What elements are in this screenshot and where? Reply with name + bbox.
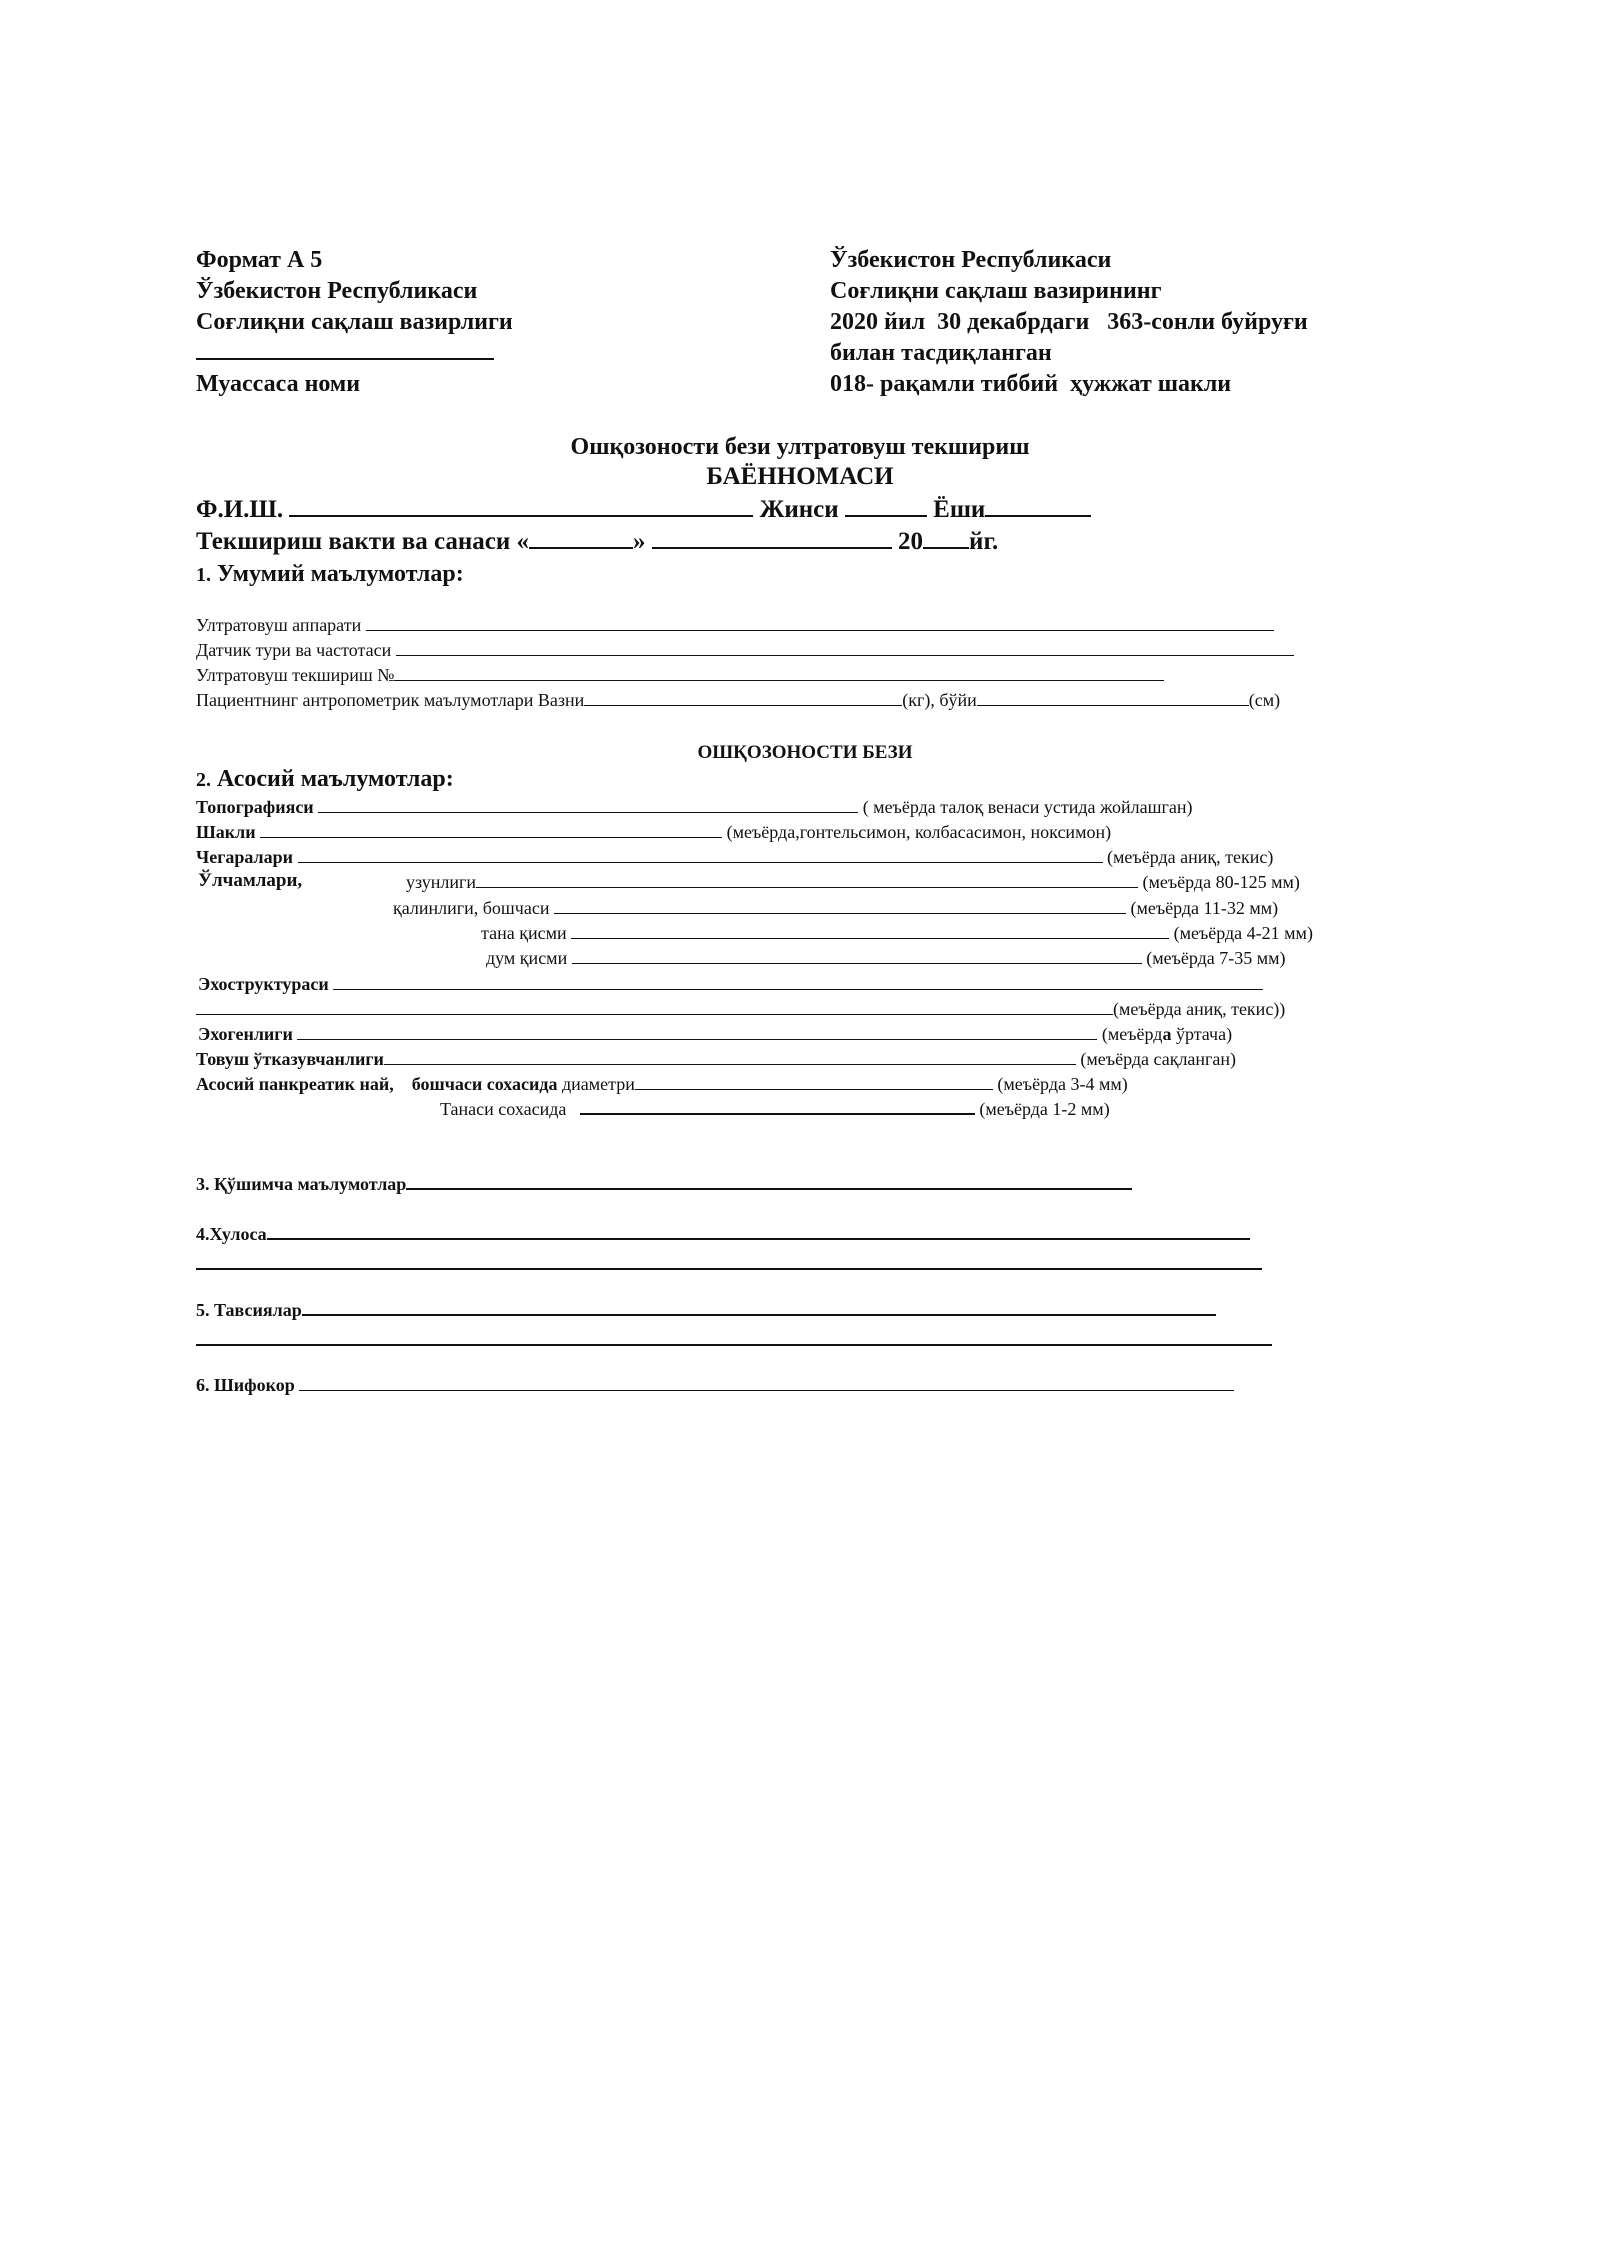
echostructure-norm: (меъёрда аниқ, текис)) xyxy=(1113,999,1286,1019)
borders-field[interactable] xyxy=(298,862,1103,863)
echogenicity-norm xyxy=(1102,1024,1232,1044)
duct-body-row xyxy=(440,1099,1110,1120)
month-field[interactable] xyxy=(652,547,892,549)
head-label: қалинлиги, бошчаси xyxy=(393,898,550,918)
head-field[interactable] xyxy=(554,913,1126,914)
device-label: Ултратовуш аппарати xyxy=(196,615,362,635)
header-left xyxy=(196,245,513,400)
body-norm: (меъёрда 4-21 мм) xyxy=(1173,923,1313,943)
republic-label: Ўзбекистон Республикаси xyxy=(196,278,478,304)
exam-number-label: Ултратовуш текшириш № xyxy=(196,665,395,685)
length-field[interactable] xyxy=(476,887,1138,888)
tail-row xyxy=(486,948,1286,969)
fio-field[interactable] xyxy=(289,515,753,517)
shape-row xyxy=(196,822,1111,843)
head-norm: (меъёрда 11-32 мм) xyxy=(1130,898,1279,918)
tail-norm: (меъёрда 7-35 мм) xyxy=(1146,948,1286,968)
additional-label: 3. Қўшимча маълумотлар xyxy=(196,1174,407,1194)
echostructure-field[interactable] xyxy=(333,989,1263,990)
weight-field[interactable] xyxy=(584,705,902,706)
date-close: » xyxy=(633,528,646,555)
year-suffix: йг. xyxy=(969,528,999,555)
duct-head-label: бошчаси сохасида xyxy=(411,1074,558,1094)
title-line-2: БАЁННОМАСИ xyxy=(706,463,894,490)
institution-label: Муассаса номи xyxy=(196,371,361,397)
sensor-label: Датчик тури ва частотаси xyxy=(196,640,392,660)
section-2-heading: 2. Асосий маълумотлар: xyxy=(196,766,454,792)
echogenicity-label: Эхогенлиги xyxy=(198,1024,293,1044)
topography-label: Топографияси xyxy=(196,797,314,817)
echostructure-field-2[interactable] xyxy=(196,1014,1113,1015)
additional-row xyxy=(196,1174,1132,1195)
section-1-heading: 1. Умумий маълумотлар: xyxy=(196,561,464,587)
duct-norm: (меъёрда 3-4 мм) xyxy=(997,1074,1128,1094)
form-number: 018- рақамли тиббий ҳужжат шакли xyxy=(830,371,1232,397)
sound-label: Товуш ўтказувчанлиги xyxy=(196,1049,384,1069)
day-field[interactable] xyxy=(529,547,633,549)
sound-row xyxy=(196,1049,1236,1070)
shape-norm: (меъёрда,гонтельсимон, колбасасимон, ноксимон) xyxy=(726,822,1112,842)
approval-order: 2020 йил 30 декабрдаги 363-сонли буйруғи xyxy=(830,309,1308,335)
recommendations-row xyxy=(196,1300,1216,1321)
length-row xyxy=(406,872,1300,893)
duct-diameter-label: диаметри xyxy=(562,1074,635,1094)
echogenicity-norm-post: ўртача) xyxy=(1171,1024,1233,1044)
title-line-1: Ошқозоности бези ултратовуш текшириш xyxy=(570,434,1030,460)
recommendations-label: 5. Тавсиялар xyxy=(196,1300,302,1320)
echogenicity-field[interactable] xyxy=(297,1039,1097,1040)
sex-label: Жинси xyxy=(759,496,839,523)
duct-head-field[interactable] xyxy=(635,1089,993,1090)
conclusion-row xyxy=(196,1224,1250,1245)
tail-label: дум қисми xyxy=(486,948,568,968)
section-2-number: 2. xyxy=(196,769,211,791)
exam-date-line xyxy=(196,528,998,556)
dimensions-label: Ўлчамлари, xyxy=(198,870,303,891)
sex-field[interactable] xyxy=(845,515,927,517)
conclusion-field[interactable] xyxy=(267,1238,1250,1240)
format-label: Формат А 5 xyxy=(196,247,323,273)
borders-row xyxy=(196,847,1273,868)
sound-field[interactable] xyxy=(384,1064,1076,1065)
conclusion-line-2[interactable] xyxy=(196,1268,1262,1270)
fio-label: Ф.И.Ш. xyxy=(196,496,284,523)
date-label: Текшириш вакти ва санаси « xyxy=(196,528,530,555)
recommendations-field[interactable] xyxy=(302,1314,1216,1316)
doctor-field[interactable] xyxy=(299,1390,1234,1391)
exam-number-field[interactable] xyxy=(394,680,1164,681)
section-2-title: Асосий маълумотлар xyxy=(217,766,446,792)
length-norm: (меъёрда 80-125 мм) xyxy=(1142,872,1300,892)
conclusion-label: 4.Хулоса xyxy=(196,1224,267,1244)
weight-label: Пациентнинг антропометрик маълумотлари Вазни xyxy=(196,690,585,710)
topography-row xyxy=(196,797,1192,818)
patient-line xyxy=(196,496,1091,524)
sensor-field[interactable] xyxy=(396,655,1294,656)
cm-unit: (см) xyxy=(1248,690,1281,710)
section-1-number: 1. xyxy=(196,564,211,586)
shape-label: Шакли xyxy=(196,822,256,842)
duct-body-norm: (меъёрда 1-2 мм) xyxy=(979,1099,1110,1119)
body-field[interactable] xyxy=(571,938,1169,939)
body-label: тана қисми xyxy=(481,923,567,943)
height-label: (кг), бўйи xyxy=(902,690,977,710)
institution-name-line[interactable] xyxy=(196,338,513,369)
sensor-row xyxy=(196,640,1294,661)
echostructure-label: Эхоструктураси xyxy=(198,974,329,994)
device-row xyxy=(196,615,1274,636)
echogenicity-norm-pre: (меъёрд xyxy=(1101,1024,1163,1044)
sound-norm: (меъёрда сақланган) xyxy=(1080,1049,1237,1069)
shape-field[interactable] xyxy=(260,837,722,838)
ministry-label: Соғлиқни сақлаш вазирлиги xyxy=(196,309,513,335)
approval-approved: билан тасдиқланган xyxy=(830,340,1052,366)
header-right xyxy=(830,245,1308,400)
echogenicity-row xyxy=(198,1024,1232,1045)
organ-title: ОШҚОЗОНОСТИ БЕЗИ xyxy=(697,742,913,763)
recommendations-line-2[interactable] xyxy=(196,1344,1272,1346)
body-row xyxy=(481,923,1313,944)
age-field[interactable] xyxy=(985,515,1091,517)
section-1-title: Умумий маълумотлар xyxy=(217,561,456,587)
duct-label: Асосий панкреатик най, xyxy=(196,1074,394,1094)
topography-field[interactable] xyxy=(318,812,858,813)
doctor-label: 6. Шифокор xyxy=(196,1375,295,1395)
echostructure-row xyxy=(198,974,1263,995)
device-field[interactable] xyxy=(366,630,1274,631)
age-label: Ёши xyxy=(933,496,986,523)
duct-row xyxy=(196,1074,1128,1095)
borders-label: Чегаралари xyxy=(196,847,294,867)
additional-field[interactable] xyxy=(406,1188,1132,1190)
year-prefix: 20 xyxy=(898,528,924,555)
duct-body-field[interactable] xyxy=(580,1113,975,1115)
tail-field[interactable] xyxy=(572,963,1142,964)
exam-number-row xyxy=(196,665,1164,686)
echogenicity-norm-bold: а xyxy=(1162,1024,1172,1044)
echostructure-row-2 xyxy=(196,999,1285,1020)
borders-norm: (меъёрда аниқ, текис) xyxy=(1107,847,1274,867)
height-field[interactable] xyxy=(977,705,1249,706)
approval-ministry: Соғлиқни сақлаш вазирининг xyxy=(830,278,1162,304)
year-field[interactable] xyxy=(923,547,969,549)
duct-body-label: Танаси сохасида xyxy=(440,1099,567,1119)
topography-norm: ( меъёрда талоқ венаси устида жойлашган) xyxy=(862,797,1193,817)
doctor-row xyxy=(196,1375,1234,1396)
head-row xyxy=(393,898,1278,919)
anthropometry-row xyxy=(196,690,1280,711)
approval-republic: Ўзбекистон Республикаси xyxy=(830,247,1112,273)
length-label: узунлиги xyxy=(406,872,476,892)
document-title xyxy=(0,432,1600,492)
